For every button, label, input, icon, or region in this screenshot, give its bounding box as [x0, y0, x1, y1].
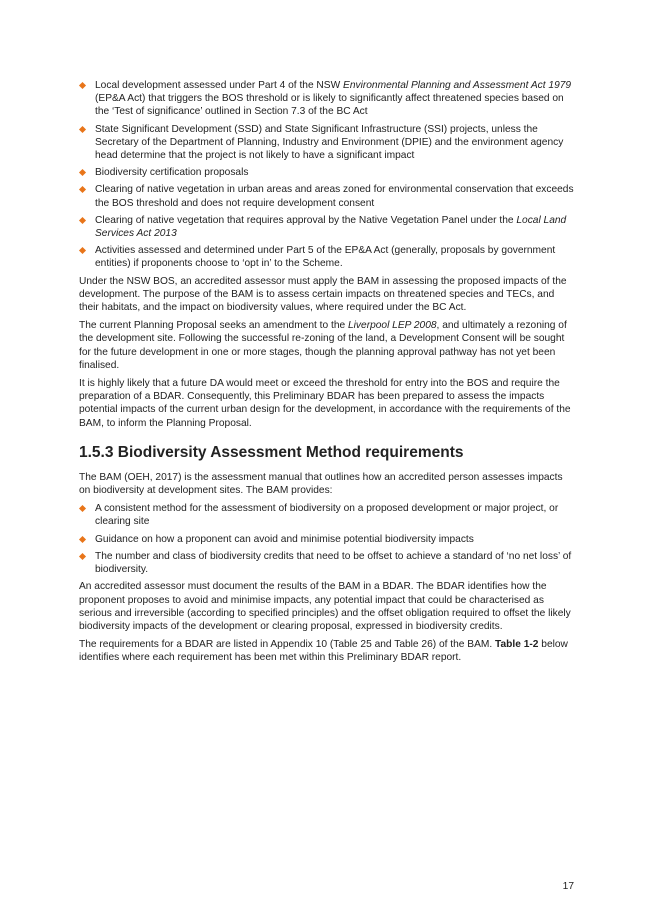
text-run: Under the NSW BOS, an accredited assessor must apply the BAM in assessing the proposed impacts of the development. The purpose of the BAM is to assess certain impacts on threatened species and TECs, and their habitats, and the impact on biodiversity values, where required under the BC Act. [79, 275, 567, 314]
italic-text-run: Liverpool LEP 2008 [348, 320, 437, 332]
list-item [79, 214, 574, 240]
diamond-bullet-icon [79, 553, 86, 560]
text-run: The BAM (OEH, 2017) is the assessment manual that outlines how an accredited person assesses impacts on biodiversity at development sites. The BAM provides: [79, 471, 563, 497]
list-item [79, 79, 574, 119]
bam-provides-list [79, 502, 574, 576]
scheme-triggers-list [79, 79, 574, 271]
diamond-bullet-icon [79, 217, 86, 224]
text-run: Clearing of native vegetation that requires approval by the Native Vegetation Panel under the [95, 214, 517, 226]
text-run: The requirements for a BDAR are listed in Appendix 10 (Table 25 and Table 26) of the BAM. [79, 639, 496, 651]
diamond-bullet-icon [79, 536, 86, 543]
diamond-bullet-icon [79, 126, 86, 133]
bdar-requirements-paragraph [79, 638, 574, 664]
text-run: An accredited assessor must document the results of the BAM in a BDAR. The BDAR identifies how the proponent proposes to avoid and minimise impacts, any potential impact that could be characterised as serious and irreversible (according to specified principles) and the offset obligation required to offset the likely biodiversity impacts of the development or clearing proposal, expressed in biodiversity credits. [79, 581, 571, 632]
list-item [79, 123, 574, 163]
page-number: 17 [562, 881, 574, 892]
text-run: Clearing of native vegetation in urban areas and areas zoned for environmental conservation that exceeds the BOS threshold and does not require development consent [95, 184, 574, 209]
list-item [79, 533, 574, 546]
text-run: A consistent method for the assessment of biodiversity on a proposed development or major project, or clearing site [95, 503, 559, 528]
text-run: , and ultimately a rezoning of the development site. Following the successful re-zoning of the land, a Development Consent will be sought for the future development in one or more stages, though the planning approval pathway has not yet been finalised. [79, 320, 567, 371]
text-run: Guidance on how a proponent can avoid and minimise potential biodiversity impacts [95, 533, 474, 545]
list-item [79, 502, 574, 528]
diamond-bullet-icon [79, 82, 86, 89]
text-run: (EP&A Act) that triggers the BOS threshold or is likely to significantly affect threatened species based on the ‘Test of significance’ outlined in Section 7.3 of the BC Act [95, 93, 564, 118]
page-content [79, 79, 574, 670]
list-item [79, 244, 574, 270]
diamond-bullet-icon [79, 169, 86, 176]
diamond-bullet-icon [79, 186, 86, 193]
text-run: State Significant Development (SSD) and State Significant Infrastructure (SSI) projects, unless the Secretary of the Department of Planning, Industry and Environment (DPIE) and the environment agency head determine that the project is not likely to have a significant impact [95, 123, 564, 162]
text-run: Biodiversity certification proposals [95, 167, 249, 179]
bam-intro-paragraph [79, 471, 574, 497]
list-item [79, 166, 574, 179]
italic-text-run: Environmental Planning and Assessment Act 1979 [343, 80, 572, 91]
text-run: Local development assessed under Part 4 of the NSW [95, 80, 344, 91]
bos-paragraph [79, 275, 574, 315]
bold-text-run: Table 1-2 [495, 639, 539, 651]
bdar-requirement-paragraph [79, 377, 574, 430]
text-run: It is highly likely that a future DA would meet or exceed the threshold for entry into the BOS and require the preparation of a BDAR. Consequently, this Preliminary BDAR has been prepared to assess the impacts potential impacts of the current urban design for the development, in accordance with the requirements of the BAM, to inform the Planning Proposal. [79, 378, 571, 429]
text-run: The number and class of biodiversity credits that need to be offset to achieve a standard of ‘no net loss’ of biodiversity. [95, 550, 572, 576]
italic-text-run: Local Land Services Act 2013 [95, 214, 567, 240]
list-item [79, 550, 574, 576]
diamond-bullet-icon [79, 247, 86, 254]
text-run: Activities assessed and determined under Part 5 of the EP&A Act (generally, proposals by government entities) if proponents choose to ‘opt in’ to the Scheme. [95, 245, 556, 270]
planning-proposal-paragraph [79, 319, 574, 372]
section-heading: 1.5.3 Biodiversity Assessment Method requirements [79, 443, 464, 461]
text-run: The current Planning Proposal seeks an amendment to the [79, 320, 348, 332]
list-item [79, 183, 574, 209]
accredited-assessor-paragraph [79, 580, 574, 633]
text-run: below identifies where each requirement has been met within this Preliminary BDAR report. [79, 639, 568, 664]
diamond-bullet-icon [79, 505, 86, 512]
